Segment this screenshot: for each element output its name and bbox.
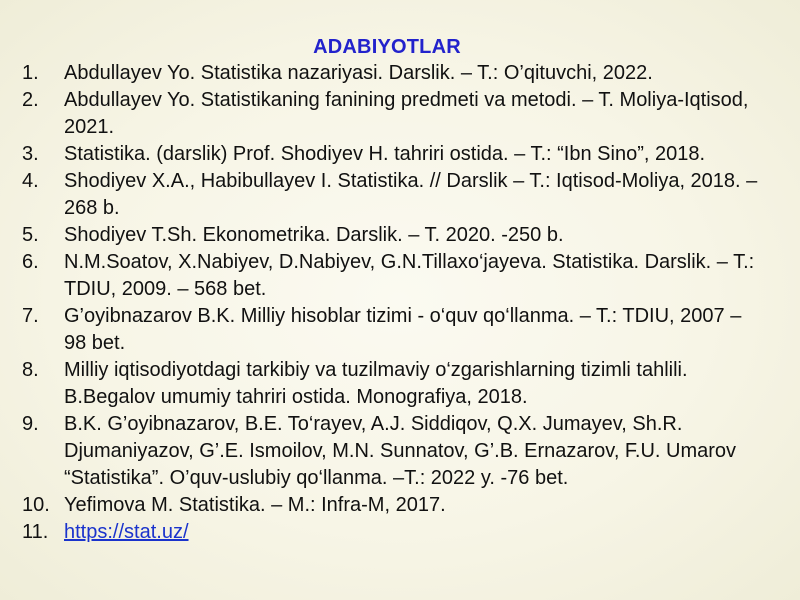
list-item (22, 168, 762, 222)
page-title: ADABIYOTLAR (313, 36, 461, 58)
list-item (22, 249, 762, 303)
item-number: 8. (22, 359, 39, 381)
reference-text: Statistika. (darslik) Prof. Shodiyev H. tahriri ostida. – T.: “Ibn Sino”, 2018. (64, 143, 706, 165)
list-item (22, 87, 762, 141)
list-item (22, 60, 762, 87)
list-item (22, 411, 762, 492)
list-item (22, 357, 762, 411)
reference-text: N.M.Soatov, X.Nabiyev, D.Nabiyev, G.N.Tillaxo‘jayeva. Statistika. Darslik. – T.: TDIU, 2009. – 568 bet. (64, 251, 755, 300)
item-number: 11. (22, 521, 49, 543)
reference-text: Abdullayev Yo. Statistikaning fanining predmeti va metodi. – T. Moliya-Iqtisod, 2021. (64, 89, 749, 138)
reference-text: Shodiyev T.Sh. Ekonometrika. Darslik. – T. 2020. -250 b. (64, 224, 564, 246)
reference-text: Abdullayev Yo. Statistika nazariyasi. Darslik. – T.: O’qituvchi, 2022. (64, 62, 653, 84)
item-number: 7. (22, 305, 39, 327)
item-number: 2. (22, 89, 39, 111)
reference-text: G’oyibnazarov B.K. Milliy hisoblar tizimi - o‘quv qo‘llanma. – T.: TDIU, 2007 – 98 bet. (64, 305, 742, 354)
reference-text: Milliy iqtisodiyotdagi tarkibiy va tuzilmaviy o‘zgarishlarning tizimli tahlili. B.Begalov umumiy tahriri ostida. Monografiya, 2018. (64, 359, 688, 408)
item-number: 6. (22, 251, 39, 273)
item-number: 1. (22, 62, 39, 84)
list-item (22, 519, 762, 546)
item-number: 10. (22, 494, 50, 516)
reference-list (22, 60, 762, 546)
list-item (22, 492, 762, 519)
reference-text: Shodiyev X.A., Habibullayev I. Statistika. // Darslik – T.: Iqtisod-Moliya, 2018. – 268 b. (64, 170, 758, 219)
list-item (22, 141, 762, 168)
reference-text: B.K. G’oyibnazarov, B.E. To‘rayev, A.J. Siddiqov, Q.X. Jumayev, Sh.R. Djumaniyazov, G’.E. Ismoilov, M.N. Sunnatov, G’.B. Ernazarov, F.U. Umarov “Statistika”. O’quv-uslubiy qo‘llanma. –T.: 2022 y. -76 bet. (64, 413, 737, 489)
list-item (22, 303, 762, 357)
list-item (22, 222, 762, 249)
item-number: 5. (22, 224, 39, 246)
stat-uz-link[interactable]: https://stat.uz/ (64, 521, 189, 543)
item-number: 3. (22, 143, 39, 165)
item-number: 9. (22, 413, 39, 435)
reference-text: Yefimova M. Statistika. – M.: Infra-M, 2017. (64, 494, 446, 516)
item-number: 4. (22, 170, 39, 192)
